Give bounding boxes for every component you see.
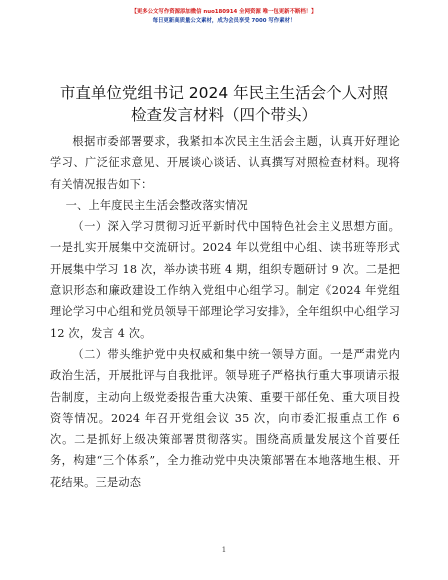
promo-line-1: 【更多公文写作资源添加微信 nuo180914 全网资源 唯一包更新不断档！】 bbox=[131, 9, 317, 15]
section-heading: 一、上年度民主生活会整改落实情况 bbox=[65, 198, 248, 212]
promo-banner bbox=[0, 8, 448, 26]
page-number: 1 bbox=[221, 546, 227, 554]
title-line-1: 市直单位党组书记 2024 年民主生活会个人对照 bbox=[59, 84, 389, 102]
title-line-2: 检查发言材料（四个带头） bbox=[130, 106, 317, 124]
body-paragraph: （一）深入学习贯彻习近平新时代中国特色社会主义思想方面。一是扎实开展集中交流研讨。2024 年以党组中心组、读书班等形式开展集中学习 18 次，举办读书班 4 期，组织专题研讨 9 次。二是把意识形态和廉政建设工作纳入党组中心组学习。制定《2024 年党组理论学习中心组和党员领导干部理论学习安排》，全年组织中心组学习 12 次，发言 4 次。 bbox=[50, 220, 400, 340]
promo-line-2: 每日更新高质量公文素材，成为会员享受 7000 写作素材！ bbox=[152, 18, 296, 24]
intro-paragraph: 根据市委部署要求，我紧扣本次民主生活会主题，认真开好理论学习、广泛征求意见、开展谈心谈话、认真撰写对照检查材料。现将有关情况报告如下： bbox=[50, 135, 400, 191]
document-body bbox=[50, 131, 400, 493]
document-title bbox=[40, 82, 408, 126]
body-paragraph: （二）带头维护党中央权威和集中统一领导方面。一是严肃党内政治生活，开展批评与自我批评。领导班子严格执行重大事项请示报告制度，主动向上级党委报告重大决策、重要干部任免、重大项目投资等情况。2024 年召开党组会议 35 次，向市委汇报重点工作 6 次。二是抓好上级决策部署贯彻落实。围绕高质量发展这个首要任务，构建“三个体系”，全力推动党中央决策部署在本地落地生根、开花结果。三是动态 bbox=[50, 347, 400, 489]
